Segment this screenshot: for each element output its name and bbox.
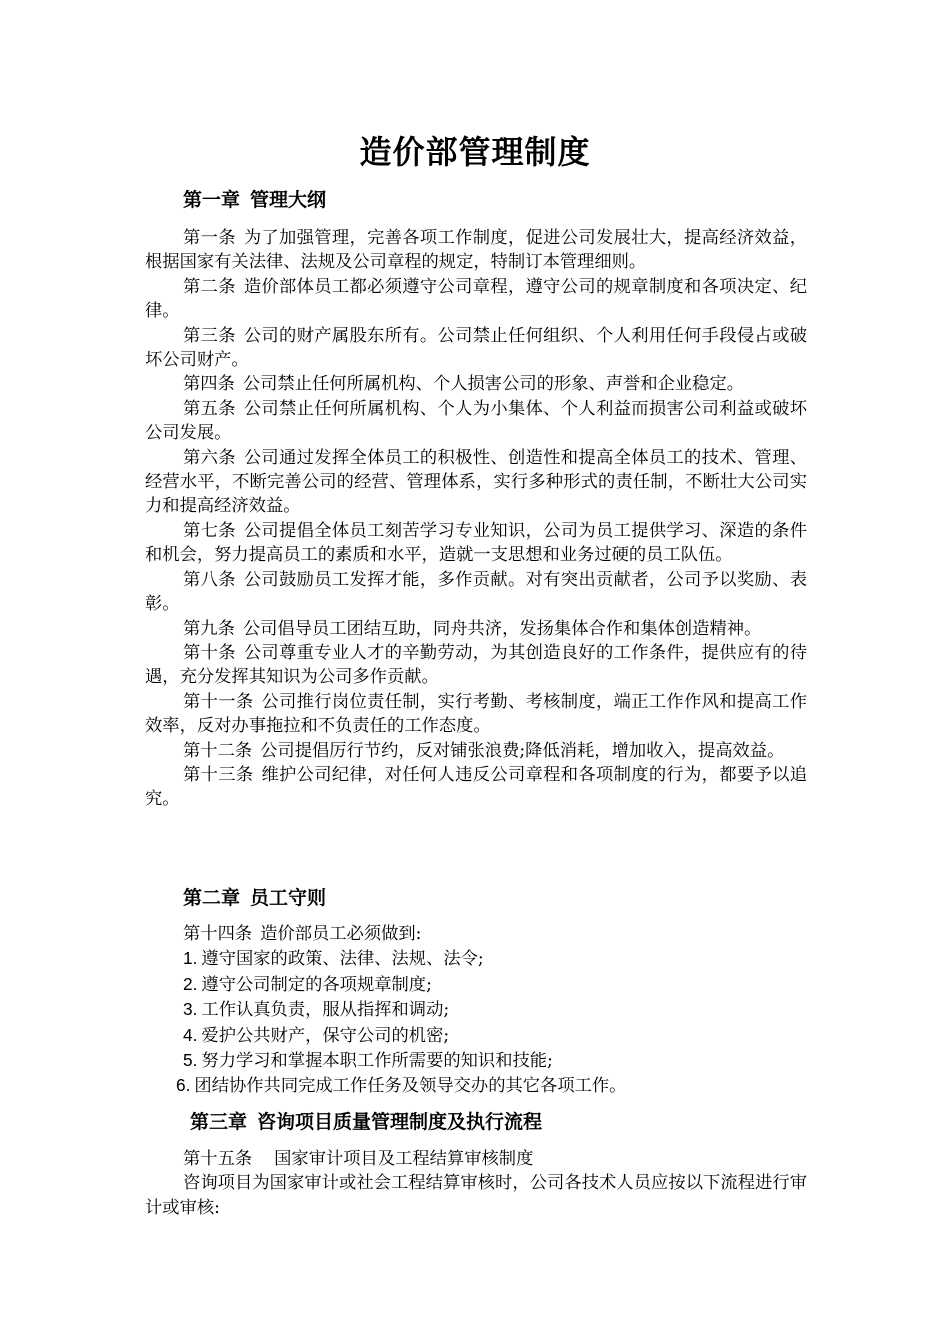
article-text: 公司尊重专业人才的辛勤劳动，为其创造良好的工作条件，提供应有的待遇，充分发挥其知识为公司多作贡献。 — [145, 642, 807, 688]
article-number: 第六条 — [183, 447, 236, 468]
article-number: 第四条 — [183, 374, 235, 395]
document-title: 造价部管理制度 — [359, 133, 591, 171]
article-text: 公司提倡全体员工刻苦学习专业知识，公司为员工提供学习、深造的条件和机会，努力提高员工的素质和水平，造就一支思想和业务过硬的员工队伍。 — [145, 520, 807, 566]
article-heading — [145, 1147, 807, 1171]
article-number: 第九条 — [183, 618, 235, 639]
list-text: 遵守国家的政策、法律、法规、法令; — [201, 949, 484, 970]
article-number: 第七条 — [183, 520, 236, 541]
article-text: 维护公司纪律，对任何人违反公司章程和各项制度的行为，都要予以追究。 — [145, 764, 807, 810]
list-text: 遵守公司制定的各项规章制度; — [201, 974, 432, 995]
article-paragraph: 咨询项目为国家审计或社会工程结算审核时，公司各技术人员应按以下流程进行审计或审核: — [145, 1173, 807, 1218]
list-index: 5. — [183, 1050, 198, 1071]
article-title: 国家审计项目及工程结算审核制度 — [274, 1149, 534, 1169]
list-text: 爱护公共财产，保守公司的机密; — [201, 1025, 450, 1046]
article — [145, 568, 807, 617]
article-number: 第十一条 — [183, 691, 254, 712]
article — [145, 519, 807, 568]
article-number: 第三条 — [183, 325, 236, 346]
article-text: 公司通过发挥全体员工的积极性、创造性和提高全体员工的技术、管理、经营水平，不断完善公司的经营、管理体系，实行多种形式的责任制，不断壮大公司实力和提高经济效益。 — [145, 447, 807, 517]
article — [145, 275, 807, 324]
article-text: 造价部员工必须做到: — [260, 924, 422, 944]
list-index: 6. — [176, 1075, 191, 1096]
article-text: 公司鼓励员工发挥才能，多作贡献。对有突出贡献者，公司予以奖励、表彰。 — [145, 569, 807, 615]
chapter-number: 第三章 — [190, 1111, 248, 1133]
chapter-title: 员工守则 — [250, 887, 327, 909]
article-number: 第五条 — [183, 398, 236, 419]
article-number: 第八条 — [183, 569, 236, 590]
article-number: 第十五条 — [183, 1149, 253, 1169]
list-text: 团结协作共同完成工作任务及领导交办的其它各项工作。 — [194, 1076, 627, 1097]
list-item — [145, 1023, 807, 1048]
chapter-title: 管理大纲 — [250, 189, 327, 211]
article-number: 第二条 — [183, 276, 236, 297]
chapter-number: 第二章 — [183, 887, 241, 909]
article — [145, 324, 807, 373]
article-number: 第十条 — [183, 642, 236, 663]
chapter-title: 咨询项目质量管理制度及执行流程 — [257, 1111, 543, 1133]
chapter-2-content — [145, 922, 807, 1099]
article-number: 第十二条 — [183, 740, 253, 761]
list-index: 1. — [183, 948, 198, 969]
list-item — [145, 972, 807, 997]
article-text: 公司的财产属股东所有。公司禁止任何组织、个人利用任何手段侵占或破坏公司财产。 — [145, 325, 807, 371]
article — [145, 617, 807, 641]
list-item — [145, 1048, 807, 1073]
chapter-heading — [190, 1108, 542, 1136]
article — [145, 397, 807, 446]
list-item — [145, 1073, 807, 1098]
article-text: 公司提倡厉行节约，反对铺张浪费;降低消耗，增加收入，提高效益。 — [260, 740, 785, 761]
list-text: 努力学习和掌握本职工作所需要的知识和技能; — [201, 1051, 553, 1072]
article — [145, 226, 807, 275]
article — [145, 372, 807, 396]
article-number: 第十三条 — [183, 764, 254, 785]
chapter-3-content — [145, 1147, 807, 1220]
article-text: 为了加强管理，完善各项工作制度，促进公司发展壮大，提高经济效益，根据国家有关法律、法规及公司章程的规定，特制订本管理细则。 — [145, 228, 807, 273]
chapter-1-articles — [145, 226, 807, 812]
list-text: 工作认真负责，服从指挥和调动; — [201, 1000, 450, 1021]
article — [145, 739, 807, 763]
list-item — [145, 946, 807, 971]
chapter-heading — [183, 186, 326, 214]
article-text: 造价部体员工都必须遵守公司章程，遵守公司的规章制度和各项决定、纪律。 — [145, 276, 807, 322]
article-number: 第十四条 — [183, 924, 253, 944]
chapter-heading — [183, 884, 326, 912]
article — [145, 690, 807, 739]
list-index: 3. — [183, 999, 198, 1020]
chapter-number: 第一章 — [183, 189, 241, 211]
article — [145, 446, 807, 519]
article-text: 公司倡导员工团结互助，同舟共济，发扬集体合作和集体创造精神。 — [242, 618, 762, 639]
article — [145, 641, 807, 690]
article-text: 公司禁止任何所属机构、个人为小集体、个人利益而损害公司利益或破坏公司发展。 — [145, 398, 807, 444]
article — [145, 763, 807, 812]
article-number: 第一条 — [183, 228, 236, 248]
list-index: 4. — [183, 1024, 198, 1045]
list-index: 2. — [183, 973, 198, 994]
article — [145, 922, 807, 946]
article-text: 公司禁止任何所属机构、个人损害公司的形象、声誉和企业稳定。 — [242, 374, 745, 395]
article-text: 公司推行岗位责任制，实行考勤、考核制度，端正工作作风和提高工作效率，反对办事拖拉和不负责任的工作态度。 — [145, 691, 807, 737]
list-item — [145, 997, 807, 1022]
